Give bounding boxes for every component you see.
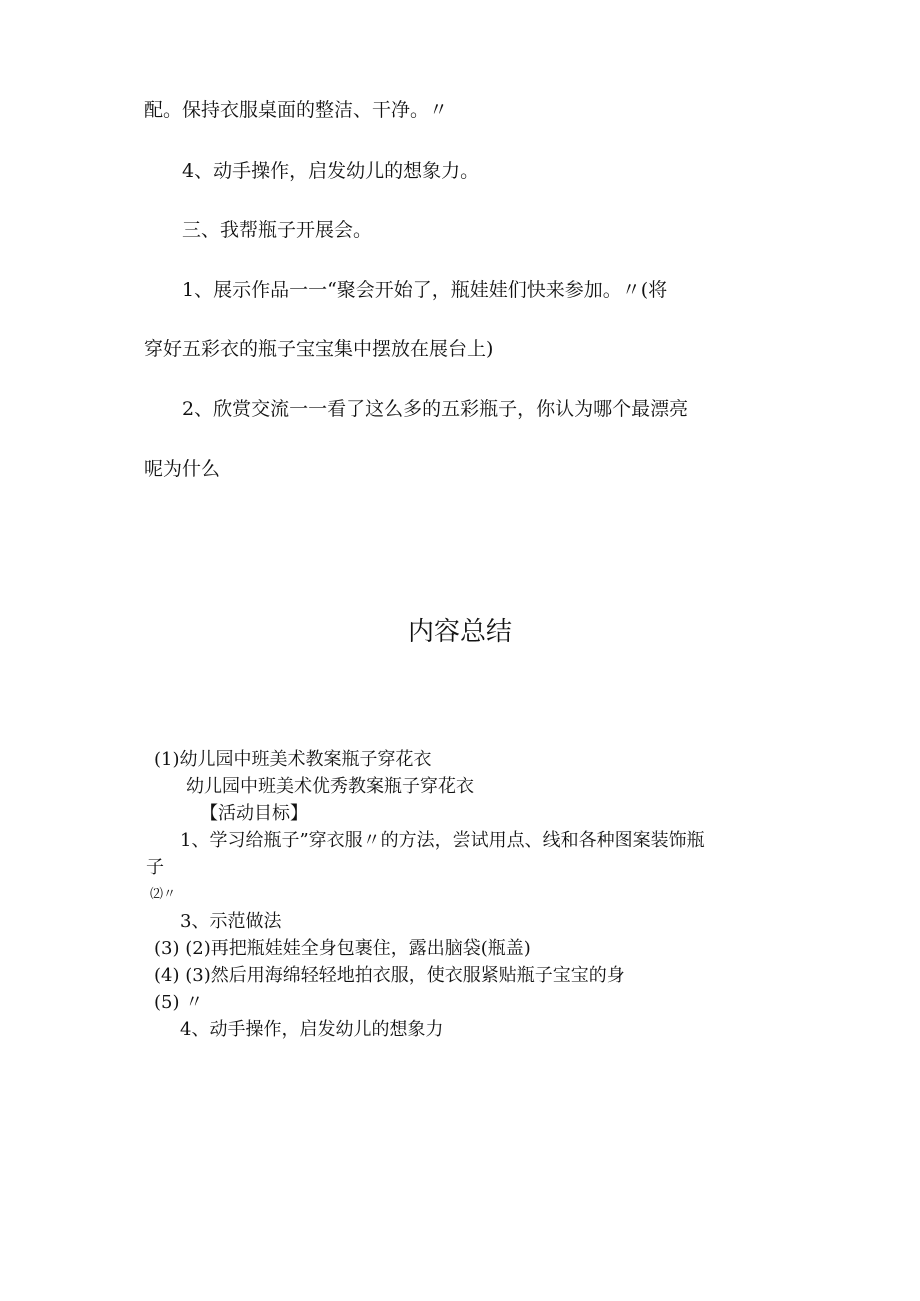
summary-line-8: (3) (2)再把瓶娃娃全身包裹住，露出脑袋(瓶盖) <box>154 938 531 959</box>
summary-line-7: 3、示范做法 <box>180 911 282 932</box>
summary-line-1: (1)幼儿园中班美术教案瓶子穿花衣 <box>154 749 432 770</box>
body-line-5: 穿好五彩衣的瓶子宝宝集中摆放在展台上) <box>144 338 494 360</box>
body-line-1: 配。保持衣服桌面的整洁、干净。〃 <box>144 99 449 121</box>
summary-line-10: (5) 〃 <box>154 992 204 1013</box>
summary-line-6: ⑵〃 <box>150 887 177 902</box>
summary-line-4: 1、学习给瓶子”穿衣服〃的方法，尝试用点、线和各种图案装饰瓶 <box>180 830 705 851</box>
body-line-3: 三、我帮瓶子开展会。 <box>182 219 373 241</box>
body-line-4: 1、展示作品一一“聚会开始了，瓶娃娃们快来参加。〃(将 <box>182 279 668 301</box>
summary-line-2: 幼儿园中班美术优秀教案瓶子穿花衣 <box>186 776 474 797</box>
summary-line-9: (4) (3)然后用海绵轻轻地拍衣服，使衣服紧贴瓶子宝宝的身 <box>154 965 625 986</box>
summary-line-5: 子 <box>146 857 164 878</box>
summary-line-11: 4、动手操作，启发幼儿的想象力 <box>180 1019 444 1040</box>
body-line-6: 2、欣赏交流一一看了这么多的五彩瓶子，你认为哪个最漂亮 <box>182 398 689 420</box>
body-line-7: 呢为什么 <box>144 458 221 480</box>
summary-title: 内容总结 <box>407 617 512 647</box>
body-line-2: 4、动手操作，启发幼儿的想象力。 <box>182 160 480 182</box>
summary-line-3: 【活动目标】 <box>200 803 308 824</box>
